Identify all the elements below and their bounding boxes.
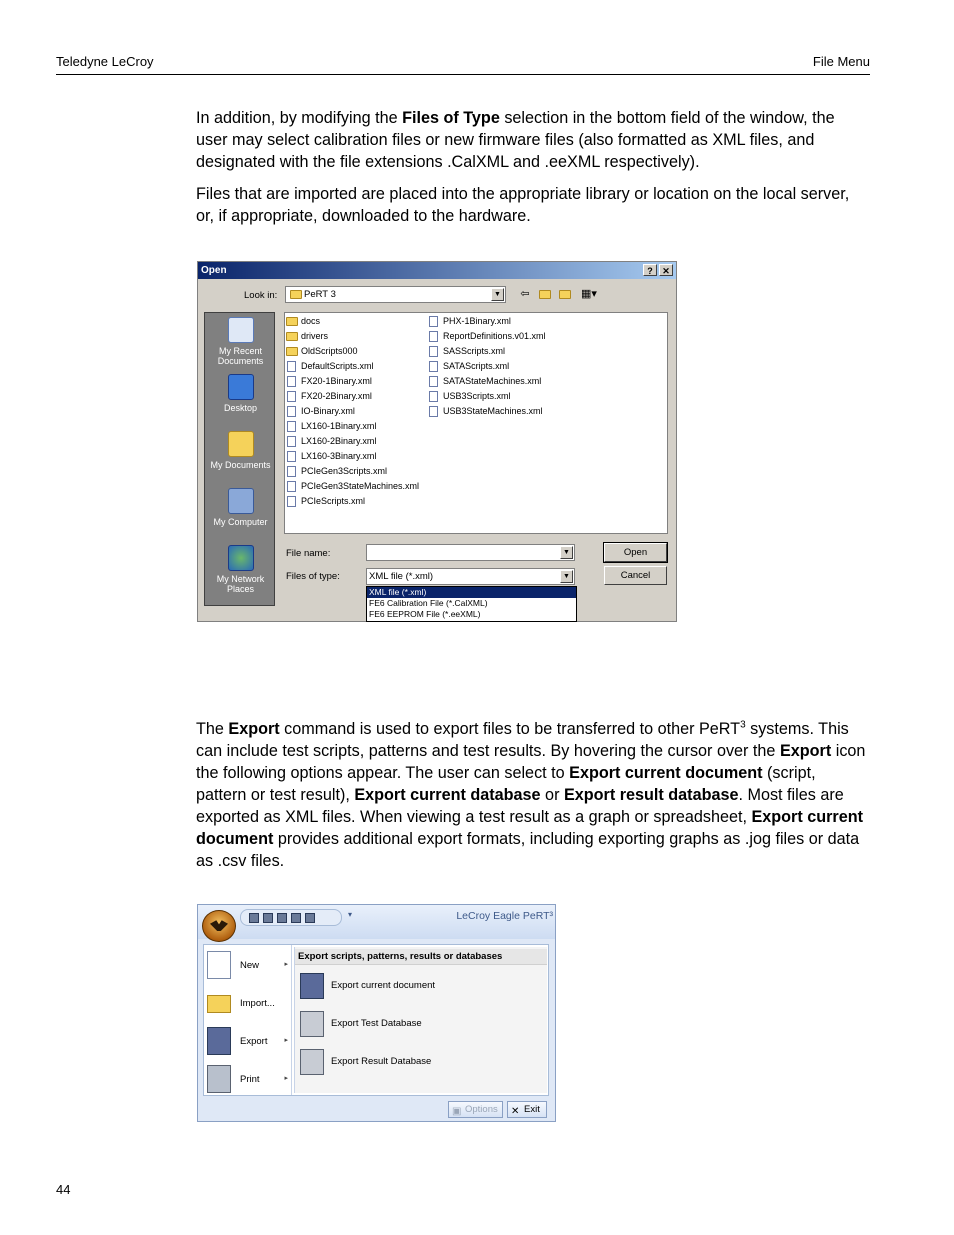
export-icon (207, 1027, 231, 1055)
views-menu-icon[interactable]: ▦▾ (581, 288, 597, 300)
file-item[interactable]: USB3Scripts.xml (427, 389, 511, 404)
file-item[interactable]: PCIeGen3StateMachines.xml (285, 479, 419, 494)
database-icon (300, 1011, 324, 1037)
file-item[interactable]: PCIeScripts.xml (285, 494, 365, 509)
menu-commands (204, 945, 292, 1095)
running-header-right: File Menu (812, 54, 870, 69)
customize-toolbar-icon[interactable]: ▾ (348, 910, 353, 919)
folder-item[interactable]: drivers (285, 329, 328, 344)
open-folder-icon (207, 995, 231, 1013)
export-result-database-item[interactable]: Export Result Database (300, 1047, 540, 1077)
submenu-arrow-icon: ▸ (284, 1037, 288, 1044)
chevron-down-icon[interactable]: ▼ (560, 546, 573, 559)
look-in-label: Look in: (244, 290, 278, 301)
export-text (196, 718, 866, 882)
file-item[interactable]: ReportDefinitions.v01.xml (427, 329, 546, 344)
file-list (284, 312, 668, 534)
folder-item[interactable]: docs (285, 314, 320, 329)
database-icon (300, 1049, 324, 1075)
type-option-xml[interactable]: XML file (*.xml) (367, 587, 576, 598)
file-item[interactable]: SASScripts.xml (427, 344, 505, 359)
my-documents-icon (228, 431, 254, 457)
file-item[interactable]: DefaultScripts.xml (285, 359, 374, 374)
options-icon: ▣ (452, 1106, 462, 1117)
import-icon[interactable] (263, 913, 273, 923)
open-dialog (197, 261, 677, 622)
menu-item-import[interactable]: Import... (207, 987, 289, 1021)
menu-item-export[interactable]: Export ▸ (207, 1025, 289, 1059)
file-item[interactable]: SATAStateMachines.xml (427, 374, 541, 389)
look-in-value: PeRT 3 (304, 289, 336, 300)
file-item[interactable]: PCIeGen3Scripts.xml (285, 464, 387, 479)
header-rule (56, 74, 870, 75)
help-button[interactable]: ? (643, 264, 657, 276)
look-in-combo[interactable] (285, 286, 506, 303)
file-item[interactable]: IO-Binary.xml (285, 404, 355, 419)
chevron-down-icon[interactable]: ▼ (491, 288, 504, 301)
print-icon[interactable] (291, 913, 301, 923)
export-submenu (294, 947, 547, 1093)
export-test-database-item[interactable]: Export Test Database (300, 1009, 540, 1039)
network-places-icon (228, 545, 254, 571)
close-icon: ✕ (511, 1106, 520, 1117)
export-document-icon (300, 973, 324, 999)
dialog-title: Open (198, 262, 676, 279)
menu-item-new[interactable]: New ▸ (207, 949, 289, 983)
file-name-label: File name: (286, 548, 331, 559)
file-item[interactable]: LX160-1Binary.xml (285, 419, 376, 434)
exit-button[interactable]: ✕ Exit (507, 1101, 547, 1118)
recent-documents-icon (228, 317, 254, 343)
cancel-button[interactable]: Cancel (604, 566, 667, 585)
paragraph-export: The Export command is used to export files to be transferred to other PeRT$^3$ systems. This can include test scripts, patterns and test results. By hovering the cursor over the Export icon the following options appear. The user can select to Export current document (script, pattern or test result), Export current database or Export result database. Most files are exported as XML files. When viewing a test result as a graph or spreadsheet, Export current document provides additional export formats, including exporting graphs as .jog files or data as .csv files. (196, 719, 866, 870)
submenu-arrow-icon: ▸ (284, 961, 288, 968)
file-item[interactable]: USB3StateMachines.xml (427, 404, 543, 419)
files-of-type-label: Files of type: (286, 571, 340, 582)
my-computer-icon (228, 488, 254, 514)
file-name-field[interactable] (366, 544, 575, 561)
quick-access-toolbar (240, 909, 342, 926)
back-icon[interactable]: ⇦ (520, 288, 530, 300)
folder-item[interactable]: OldScripts000 (285, 344, 358, 359)
place-my-network-places[interactable]: My Network Places (205, 545, 276, 594)
type-option-eexml[interactable]: FE6 EEPROM File (*.eeXML) (369, 609, 481, 619)
file-item[interactable]: LX160-2Binary.xml (285, 434, 376, 449)
chevron-down-icon[interactable]: ▼ (560, 570, 573, 583)
options-button[interactable]: ▣ Options (448, 1101, 503, 1118)
new-document-icon (207, 951, 231, 979)
place-my-recent-documents[interactable]: My Recent Documents (205, 317, 276, 366)
places-bar (204, 312, 275, 606)
folder-icon (290, 290, 302, 299)
export-icon[interactable] (277, 913, 287, 923)
document-icon[interactable] (249, 913, 259, 923)
intro-text (196, 107, 866, 237)
desktop-icon (228, 374, 254, 400)
export-current-document-item[interactable]: Export current document (300, 971, 540, 1001)
submenu-arrow-icon: ▸ (284, 1075, 288, 1082)
type-option-calxml[interactable]: FE6 Calibration File (*.CalXML) (369, 598, 488, 608)
page-number: 44 (56, 1182, 71, 1197)
place-my-computer[interactable]: My Computer (205, 488, 276, 527)
preview-icon[interactable] (305, 913, 315, 923)
file-item[interactable]: PHX-1Binary.xml (427, 314, 511, 329)
submenu-header: Export scripts, patterns, results or databases (295, 949, 547, 965)
files-of-type-combo[interactable]: XML file (*.xml) ▼ (366, 568, 575, 585)
application-menu (203, 944, 549, 1096)
running-header-left: Teledyne LeCroy (56, 54, 154, 69)
export-menu-screenshot (197, 904, 556, 1122)
eagle-logo-icon (210, 919, 228, 931)
place-desktop[interactable]: Desktop (205, 374, 276, 413)
paragraph-files-of-type: In addition, by modifying the Files of Type selection in the bottom field of the window, the user may select calibration files or new firmware files (also formatted as XML files, and designated with the file extensions .CalXML and .eeXML respectively). (196, 109, 835, 171)
app-title: LeCroy Eagle PeRT³ (456, 910, 553, 922)
printer-icon (207, 1065, 231, 1093)
up-folder-icon[interactable] (538, 287, 552, 301)
file-item[interactable]: FX20-1Binary.xml (285, 374, 372, 389)
menu-item-print[interactable]: Print ▸ (207, 1063, 289, 1097)
close-button[interactable]: ✕ (659, 264, 673, 276)
application-button[interactable] (202, 910, 236, 942)
place-my-documents[interactable]: My Documents (205, 431, 276, 470)
files-of-type-dropdown (366, 586, 577, 622)
file-item[interactable]: LX160-3Binary.xml (285, 449, 376, 464)
open-button[interactable]: Open (604, 543, 667, 562)
file-item[interactable]: SATAScripts.xml (427, 359, 509, 374)
new-folder-icon[interactable] (558, 287, 572, 301)
file-item[interactable]: FX20-2Binary.xml (285, 389, 372, 404)
paragraph-imported-files: Files that are imported are placed into the appropriate library or location on the local server, or, if appropriate, downloaded to the hardware. (196, 185, 850, 225)
